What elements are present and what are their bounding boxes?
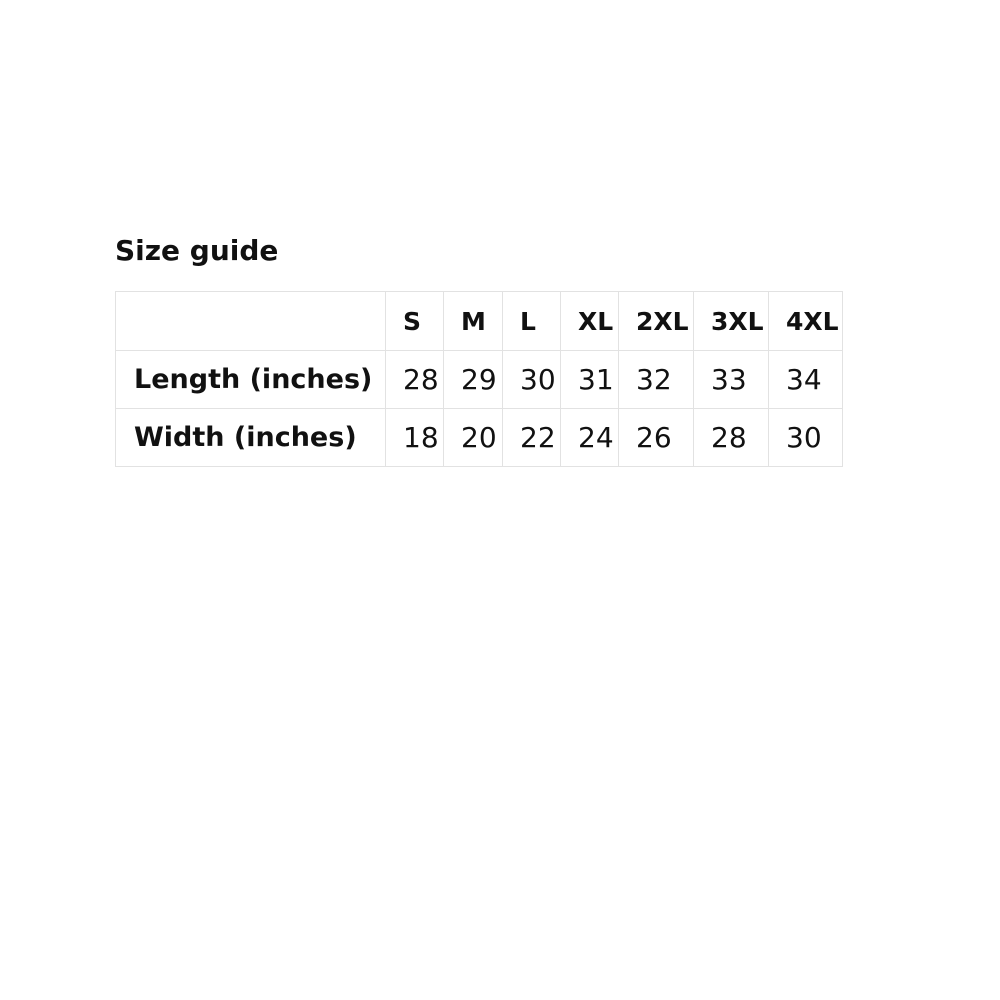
- width-value-s: 18: [386, 409, 444, 467]
- table-row-length: [116, 351, 843, 409]
- col-header-3xl: 3XL: [694, 292, 769, 351]
- length-value-s: 28: [386, 351, 444, 409]
- length-value-xl: 31: [561, 351, 619, 409]
- col-header-2xl: 2XL: [619, 292, 694, 351]
- row-label-length: Length (inches): [116, 351, 386, 409]
- length-value-l: 30: [503, 351, 561, 409]
- length-value-m: 29: [444, 351, 503, 409]
- col-header-l: L: [503, 292, 561, 351]
- width-value-l: 22: [503, 409, 561, 467]
- width-value-3xl: 28: [694, 409, 769, 467]
- width-value-xl: 24: [561, 409, 619, 467]
- col-header-xl: XL: [561, 292, 619, 351]
- length-value-2xl: 32: [619, 351, 694, 409]
- length-value-4xl: 34: [769, 351, 843, 409]
- col-header-4xl: 4XL: [769, 292, 843, 351]
- col-header-s: S: [386, 292, 444, 351]
- size-guide-title: Size guide: [115, 234, 279, 267]
- width-value-2xl: 26: [619, 409, 694, 467]
- size-guide-table: [115, 291, 843, 467]
- width-value-m: 20: [444, 409, 503, 467]
- row-label-width: Width (inches): [116, 409, 386, 467]
- width-value-4xl: 30: [769, 409, 843, 467]
- corner-cell: [116, 292, 386, 351]
- table-header-row: [116, 292, 843, 351]
- length-value-3xl: 33: [694, 351, 769, 409]
- col-header-m: M: [444, 292, 503, 351]
- table-row-width: [116, 409, 843, 467]
- size-guide-section: [115, 234, 845, 467]
